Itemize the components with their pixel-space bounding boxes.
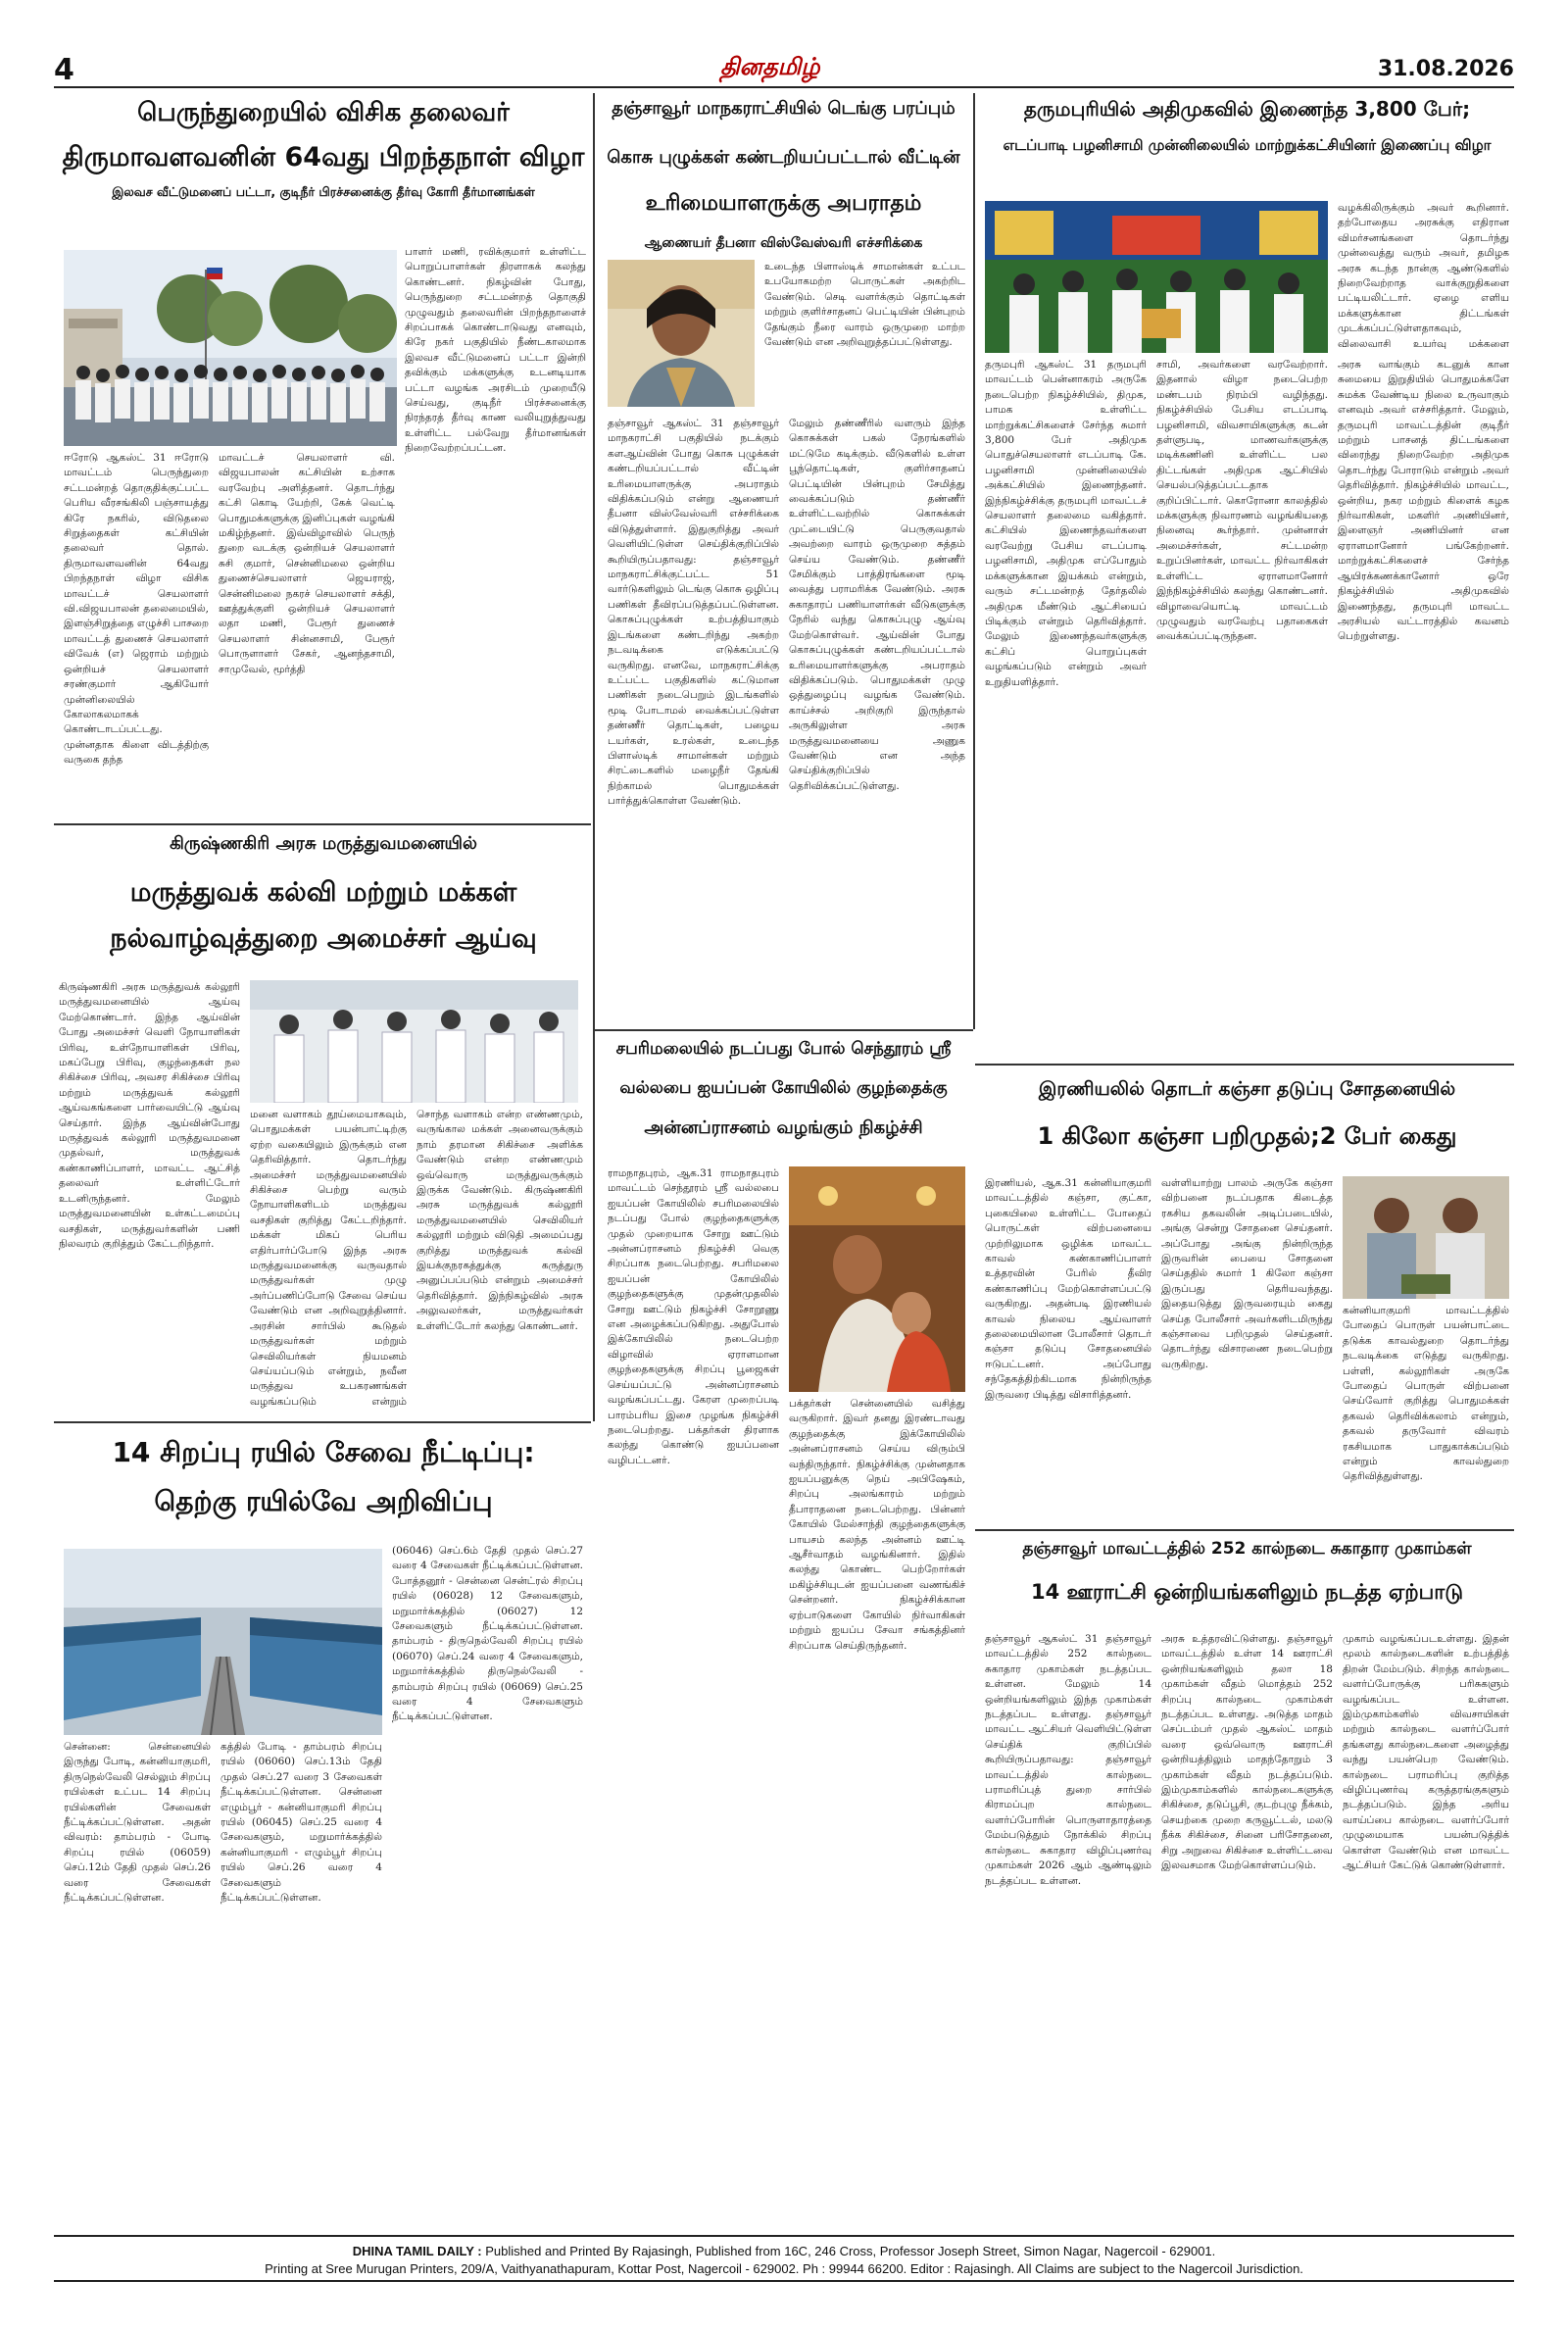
column-divider	[973, 93, 975, 1029]
article-body: சென்னை: சென்னையில் இருந்து போடி, கன்னியாகுமரி, திருநெல்வேலி செல்லும் சிறப்பு ரயில்கள் உட்பட 14 சிறப்பு ரயில்களின் சேவைகள் நீட்டிக்கப்பட்டுள்ளன. அதன் விவரம்: தாம்பரம் - போடி சிறப்பு ரயில் (06059) செப்.12ம் தேதி முதல் செப்.26 வரை சேவைகள் நீட்டிக்கப்பட்டுள்ளன.	[64, 1741, 211, 1905]
article-body: (06046) செப்.6ம் தேதி முதல் செப்.27 வரை 4 சேவைகள் நீட்டிக்கப்பட்டுள்ளன. போத்தனூர் - சென்னை சென்ட்ரல் சிறப்பு ரயில் (06028) 12 சேவைகளும், மறுமார்க்கத்தில் (06027) 12 சேவைகளும் நீட்டிக்கப்பட்டுள்ளன. தாம்பரம் - திருநெல்வேலி சிறப்பு ரயில் (06070) செப்.24 வரை 4 சேவைகளும், மறுமார்க்கத்தில் திருநெல்வேலி - தாம்பரம் சிறப்பு ரயில் (06069) செப்.25 வரை 4 சேவைகளும் நீட்டிக்கப்பட்டுள்ளன.	[392, 1545, 583, 1723]
headline: பெருந்துறையில் விசிக தலைவர்	[137, 98, 510, 127]
article-body: அரசு வாங்கும் கடனுக் கான சுமையை இறுதியில் பொதுமக்களே சுமக்க வேண்டிய நிலை உருவாகும் எனவும் அவர் எச்சரித்தார். மேலும், தருமபுரி மாவட்டத்தின் குடிநீர் மற்றும் பாசனத் திட்டங்களை விரைந்து நிறைவேற்ற அதிமுக தொடர்ந்து போராடும் என்றும் அவர் தெரிவித்தார். நிகழ்ச்சியில் மாவட்ட, ஒன்றிய, நகர மற்றும் கிளைக் கழக நிர்வாகிகள், மகளிர் அணியினர், இளைஞர் அணியினர் என ஏராளமானோர் பங்கேற்றனர். மாற்றுக்கட்சிகளைச் சேர்ந்த ஆயிரக்கணக்கானோர் ஒரே நிகழ்ச்சியில் அதிமுகவில் இணைந்தது, தருமபுரி மாவட்ட அரசியல் வட்டாரத்தில் கவனம் பெற்றுள்ளது.	[1338, 359, 1509, 643]
headline: 1 கிலோ கஞ்சா பறிமுதல்;2 பேர் கைது	[1037, 1122, 1457, 1150]
headline: உரிமையாளருக்கு அபராதம்	[645, 191, 922, 216]
article-body: வள்ளியாற்று பாலம் அருகே கஞ்சா விற்பனை நடப்பதாக கிடைத்த ரகசிய தகவலின் அடிப்படையில், அங்கு சென்று சோதனை செய்தனர். அப்போது அங்கு நின்றிருந்த இருவரின் பையை சோதனை செய்ததில் சுமார் 1 கிலோ கஞ்சா இருப்பது தெரியவந்தது. இதையடுத்து இருவரையும் கைது செய்த போலீசார் அவர்களிடமிருந்து கஞ்சாவை பறிமுதல் செய்தனர். தொடர்ந்து விசாரணை நடைபெற்று வருகிறது.	[1161, 1177, 1333, 1370]
article-body: தஞ்சாவூர் ஆகஸ்ட் 31 தஞ்சாவூர் மாவட்டத்தில் 252 கால்நடை சுகாதார முகாம்கள் நடத்தப்பட உள்ளன. மேலும் 14 ஒன்றியங்களிலும் இந்த முகாம்கள் நடத்தப்பட உள்ளது. தஞ்சாவூர் மாவட்ட ஆட்சியர் வெளியிட்டுள்ள செய்திக் குறிப்பில் கூறியிருப்பதாவது: தஞ்சாவூர் மாவட்டத்தில் கால்நடை பராமரிப்புத் துறை சார்பில் கிராமப்புற கால்நடை வளர்ப்போரின் பொருளாதாரத்தை மேம்படுத்தும் நோக்கில் சிறப்பு கால்நடை சுகாதார விழிப்புணர்வு முகாம்கள் 2026 ஆம் ஆண்டிலும் நடத்தப்பட உள்ளன.	[985, 1633, 1152, 1887]
headline: தஞ்சாவூர் மாநகராட்சியில் டெங்கு பரப்பும்	[612, 98, 956, 119]
article-body: உடைந்த பிளாஸ்டிக் சாமான்கள் உட்பட உபயோகமற்ற பொருட்கள் அகற்றிட வேண்டும். செடி வளர்க்கும் தொட்டிகள் மற்றும் குளிர்சாதனப் பெட்டியின் பின்புறம் தேங்கும் நீரை வாரம் ஒருமுறை மாற்ற வேண்டும் என அறிவுறுத்தப்பட்டுள்ளது.	[764, 261, 965, 349]
article-body: வழக்கிலிருக்கும் அவர் கூறினார். தற்போதைய அரசுக்கு எதிரான விமர்சனங்களை தொடர்ந்து முன்வைத்து வரும் அவர், தமிழக அரசு கடந்த நான்கு ஆண்டுகளில் நிறைவேற்றாத வாக்குறுதிகளை பட்டியலிட்டார். ஏழை எளிய மக்களுக்கான திட்டங்கள் முடக்கப்பட்டுள்ளதாகவும், விலைவாசி உயர்வு மக்களை	[1338, 202, 1509, 350]
issue-date: 31.08.2026	[1377, 57, 1514, 81]
headline: திருமாவளவனின் 64வது பிறந்தநாள் விழா	[62, 142, 585, 173]
page-number: 4	[54, 53, 74, 87]
headline: கொசு புழுக்கள் கண்டறியப்பட்டால் வீட்டின்	[607, 147, 960, 168]
article-body: சொந்த வளாகம் என்ற எண்ணமும், வருங்கால மக்கள் அனைவருக்கும் நாம் தரமான சிகிச்சை அளிக்க வேண்டும் என்ற எண்ணமும் ஒவ்வொரு மருத்துவருக்கும் இருக்க வேண்டும். கிருஷ்ணகிரி அரசு மருத்துவக் கல்லூரி மருத்துவமனையில் செவிலியர் கல்லூரி மற்றும் விடுதி அமைப்பது குறித்து மருத்துவக் கல்வி இயக்குநரகத்துக்கு கருத்துரு அனுப்பப்படும் என்றும் அமைச்சர் தெரிவித்தார். இந்நிகழ்வில் அரசு அலுவலர்கள், மருத்துவர்கள் உள்ளிட்டோர் கலந்து கொண்டனர்.	[416, 1109, 583, 1332]
article-separator	[54, 1421, 591, 1423]
headline: வல்லபை ஐயப்பன் கோயிலில் குழந்தைக்கு	[619, 1078, 948, 1098]
imprint-title: DHINA TAMIL DAILY :	[352, 2244, 482, 2258]
train-photo	[64, 1549, 382, 1735]
newspaper-logo: தினதமிழ்	[720, 53, 820, 80]
subheading: இலவச வீட்டுமனைப் பட்டா, குடிநீர் பிரச்சனைக்கு தீர்வு கோரி தீர்மானங்கள்	[112, 184, 535, 199]
article-body: மனை வளாகம் தூய்மையாகவும், பொதுமக்கள் பயன்பாட்டிற்கு ஏற்ற வகையிலும் இருக்கும் என தெரிவித்தார். தொடர்ந்து அமைச்சர் மருத்துவமனையில் சிகிச்சை பெற்று வரும் நோயாளிகளிடம் மருத்துவ வசதிகள் குறித்து கேட்டறிந்தார். மக்கள் மிகப் பெரிய எதிர்பார்ப்போடு இந்த அரசு மருத்துவமனைக்கு வருவதால் மருத்துவர்கள் முழு அர்ப்பணிப்போடு சேவை செய்ய வேண்டும் என அறிவுறுத்தினார். அரசின் சார்பில் கூடுதல் மருத்துவர்கள் மற்றும் செவிலியர்கள் நியமனம் செய்யப்படும் என்றும், நவீன மருத்துவ உபகரணங்கள் வழங்கப்படும் என்றும்	[250, 1109, 407, 1408]
headline: இரணியலில் தொடர் கஞ்சா தடுப்பு சோதனையில்	[1038, 1078, 1456, 1100]
article-body: தஞ்சாவூர் ஆகஸ்ட் 31 தஞ்சாவூர் மாநகராட்சி பகுதியில் நடக்கும் களஆய்வின் போது கொசு புழுக்கள் கண்டறியப்பட்டால் வீட்டின் உரிமையாளருக்கு அபராதம் விதிக்கப்படும் என்று ஆணையர் தீபனா விஸ்வேஸ்வரி எச்சரிக்கை விடுத்துள்ளார். இதுகுறித்து அவர் வெளியிட்டுள்ள செய்திக்குறிப்பில் கூறியிருப்பதாவது: தஞ்சாவூர் மாநகராட்சிக்குட்பட்ட 51 வார்டுகளிலும் டெங்கு கொசு ஒழிப்பு பணிகள் தீவிரப்படுத்தப்பட்டுள்ளன. கொசுப்புழுக்கள் உற்பத்தியாகும் இடங்களை கண்டறிந்து அகற்ற நடவடிக்கை எடுக்கப்பட்டு வருகிறது. எனவே, மாநகராட்சிக்கு உட்பட்ட பகுதிகளில் கட்டுமான பணிகள் நடைபெறும் இடங்களில் மூடி போடாமல் வைக்கப்பட்டுள்ள தண்ணீர் தொட்டிகள், பழைய டயர்கள், உரல்கள், உடைந்த பிளாஸ்டிக் சாமான்கள் மற்றும் சிரட்டைகளில் மழைநீர் தேங்கி நிற்காமல் பொதுமக்கள் பார்த்துக்கொள்ள வேண்டும்.	[608, 418, 779, 808]
headline: நல்வாழ்வுத்துறை அமைச்சர் ஆய்வு	[110, 923, 537, 954]
minister-inspection-photo	[250, 980, 578, 1103]
article-body: தருமபுரி ஆகஸ்ட் 31 தருமபுரி மாவட்டம் பென்னாகரம் அருகே நடைபெற்ற நிகழ்ச்சியில், திமுக, பாமக உள்ளிட்ட மாற்றுக்கட்சிகளைச் சேர்ந்த சுமார் 3,800 பேர் அதிமுக பொதுச்செயலாளர் எடப்பாடி கே. பழனிசாமி முன்னிலையில் அக்கட்சியில் இணைந்தனர். இந்நிகழ்ச்சிக்கு தருமபுரி மாவட்டச் செயலாளர் தலைமை வகித்தார். கட்சியில் இணைந்தவர்களை வரவேற்று பேசிய எடப்பாடி பழனிசாமி, அதிமுக எப்போதும் மக்களுக்கான இயக்கம் என்றும், வரும் சட்டமன்றத் தேர்தலில் அதிமுக மீண்டும் ஆட்சியைப் பிடிக்கும் என்றும் தெரிவித்தார். மேலும் இணைந்தவர்களுக்கு கட்சிப் பொறுப்புகள் வழங்கப்படும் என்றும் அவர் உறுதியளித்தார்.	[985, 359, 1147, 688]
article-body: இரணியல், ஆக.31 கன்னியாகுமரி மாவட்டத்தில் கஞ்சா, குட்கா, புகையிலை உள்ளிட்ட போதைப் பொருட்கள் விற்பனையை முற்றிலுமாக ஒழிக்க மாவட்ட காவல் கண்காணிப்பாளர் உத்தரவின் பேரில் தீவிர கண்காணிப்பு மேற்கொள்ளப்பட்டு வருகிறது. அதன்படி இரணியல் காவல் நிலைய ஆய்வாளர் தலைமையிலான போலீசார் தொடர் கஞ்சா தடுப்பு சோதனையில் ஈடுபட்டனர். அப்போது சந்தேகத்திற்கிடமாக நின்றிருந்த இருவரை பிடித்து விசாரித்தனர்.	[985, 1177, 1152, 1401]
article-separator	[54, 823, 591, 825]
article-separator	[975, 1064, 1514, 1066]
headline: எடப்பாடி பழனிசாமி முன்னிலையில் மாற்றுக்கட்சியினர் இணைப்பு விழா	[1003, 136, 1492, 154]
article-body: பாளர் மணி, ரவிக்குமார் உள்ளிட்ட பொறுப்பாளர்கள் திரளாகக் கலந்து கொண்டனர். நிகழ்வின் போது, பெருந்துறை சட்டமன்றத் தொகுதி முழுவதும் தலைவரின் பிறந்தநாளைச் சிறப்பாகக் கொண்டாடுவது எனவும், கிரே நகர் பகுதியில் நீண்டகாலமாக இலவச வீட்டுமனைப் பட்டா இன்றி தவிக்கும் மக்களுக்கு உடனடியாக பட்டா வழங்க அரசிடம் முறையீடு செய்வது, குடிநீர் பிரச்சனைக்கு நிரந்தரத் தீர்வு காண வலியுறுத்துவது உள்ளிட்ட பல்வேறு தீர்மானங்கள் நிறைவேற்றப்பட்டன.	[405, 246, 586, 455]
headline: மருத்துவக் கல்வி மற்றும் மக்கள்	[129, 877, 517, 908]
article-body: கத்தில் போடி - தாம்பரம் சிறப்பு ரயில் (06060) செப்.13ம் தேதி முதல் செப்.27 வரை 3 சேவைகள் நீட்டிக்கப்பட்டுள்ளன. சென்னை எழும்பூர் - கன்னியாகுமரி சிறப்பு ரயில் (06045) செப்.25 வரை 4 சேவைகளும், மறுமார்க்கத்தில் கன்னியாகுமரி - எழும்பூர் சிறப்பு ரயில் செப்.26 வரை 4 சேவைகளும் நீட்டிக்கப்பட்டுள்ளன.	[220, 1741, 382, 1905]
imprint-publisher: Published and Printed By Rajasingh, Published from 16C, 246 Cross, Professor Joseph Street, Simon Nagar, Nagercoil - 629001.	[485, 2244, 1216, 2258]
headline: தஞ்சாவூர் மாவட்டத்தில் 252 கால்நடை சுகாதார முகாம்கள்	[1022, 1539, 1472, 1559]
headline: தருமபுரியில் அதிமுகவில் இணைந்த 3,800 பேர்;	[1023, 97, 1471, 121]
headline: 14 சிறப்பு ரயில் சேவை நீட்டிப்பு:	[112, 1436, 535, 1468]
article-body: சாமி, அவர்களை வரவேற்றார். இதனால் விழா நடைபெற்ற மண்டபம் நிரம்பி வழிந்தது. நிகழ்ச்சியில் பேசிய எடப்பாடி பழனிசாமி, விவசாயிகளுக்கு கடன் தள்ளுபடி, மாணவர்களுக்கு மடிக்கணினி உள்ளிட்ட பல திட்டங்கள் அதிமுக ஆட்சியில் செயல்படுத்தப்பட்டதாக குறிப்பிட்டார். கொரோனா காலத்தில் மக்களுக்கு நிவாரணம் வழங்கியதை நினைவு கூர்ந்தார். முன்னாள் அமைச்சர்கள், சட்டமன்ற உறுப்பினர்கள், மாவட்ட நிர்வாகிகள் உள்ளிட்ட ஏராளமானோர் இந்நிகழ்ச்சியில் கலந்து கொண்டனர். விழாவையொட்டி மாவட்டம் முழுவதும் வரவேற்பு பதாகைகள் வைக்கப்பட்டிருந்தன.	[1156, 359, 1328, 643]
article-body: ராமநாதபுரம், ஆக.31 ராமநாதபுரம் மாவட்டம் செந்தூரம் ஸ்ரீ வல்லபை ஐயப்பன் கோயிலில் சபரிமலையில் நடப்பது போல் குழந்தைகளுக்கு முதல் முறையாக சோறு ஊட்டும் அன்னப்ராசனம் நிகழ்ச்சி வெகு சிறப்பாக நடைபெற்றது. சபரிமலை ஐயப்பன் கோயிலில் குழந்தைகளுக்கு முதன்முதலில் சோறு ஊட்டும் நிகழ்ச்சி சோறூணு என அழைக்கப்படுகிறது. அதுபோல் இக்கோயிலில் நடைபெற்ற விழாவில் ஏராளமான குழந்தைகளுக்கு சிறப்பு பூஜைகள் செய்யப்பட்டு அன்னப்ராசனம் வழங்கப்பட்டது. கேரள முறைப்படி பாரம்பரிய இசை முழங்க நிகழ்ச்சி நடைபெற்றது. பக்தர்கள் திரளாக கலந்து கொண்டு ஐயப்பனை வழிபட்டனர்.	[608, 1167, 779, 1466]
article-body: அரசு உத்தரவிட்டுள்ளது. தஞ்சாவூர் மாவட்டத்தில் உள்ள 14 ஊராட்சி ஒன்றியங்களிலும் தலா 18 முகாம்கள் வீதம் மொத்தம் 252 சிறப்பு கால்நடை முகாம்கள் நடத்தப்பட உள்ளது. அடுத்த மாதம் செப்டம்பர் முதல் ஆகஸ்ட் மாதம் வரை ஒவ்வொரு ஊராட்சி ஒன்றியத்திலும் மாதந்தோறும் 3 முகாம்கள் வீதம் நடத்தப்படும். இம்முகாம்களில் கால்நடைகளுக்கு சிகிச்சை, தடுப்பூசி, குடற்புழு நீக்கம், செயற்கை முறை கருவூட்டல், மலடு நீக்க சிகிச்சை, சினை பரிசோதனை, சிறு அறுவை சிகிச்சை உள்ளிட்டவை இலவசமாக மேற்கொள்ளப்படும்.	[1161, 1633, 1333, 1872]
column-divider	[593, 93, 595, 1421]
article-body: மாவட்டச் செயலாளர் வி. விஜயபாலன் கட்சியின் உற்சாக வரவேற்பு அளித்தனர். தொடர்ந்து கட்சி கொடி யேற்றி, கேக் வெட்டி பொதுமக்களுக்கு இனிப்புகள் வழங்கி மகிழ்ந்தனர். இவ்விழாவில் பெருந் துறை வடக்கு ஒன்றியச் செயலாளர் சுசி குமார், சென்னிமலை ஒன்றிய துணைச்செயலாளர் ஜெயராஜ், சென்னிமலை நகரச் செயலாளர் சக்தி, ஊத்துக்குளி ஒன்றியச் செயலாளர் லதா மணி, பேரூர் துணைச் செயலாளர் சின்னசாமி, பேரூர் பொருளாளர் சேகர், ஆனந்தசாமி, சாமுவேல், மூர்த்தி	[219, 452, 395, 675]
subheading: ஆணையர் தீபனா விஸ்வேஸ்வரி எச்சரிக்கை	[644, 235, 923, 251]
imprint-footer	[54, 2235, 1514, 2282]
headline: சபரிமலையில் நடப்பது போல் செந்தூரம் ஸ்ரீ	[615, 1039, 952, 1059]
imprint-line-1	[54, 2243, 1514, 2260]
arrested-persons-photo	[1343, 1176, 1509, 1299]
article-separator	[975, 1529, 1514, 1531]
headline: 14 ஊராட்சி ஒன்றியங்களிலும் நடத்த ஏற்பாடு	[1030, 1580, 1464, 1604]
headline: அன்னப்ராசனம் வழங்கும் நிகழ்ச்சி	[644, 1117, 923, 1138]
article-body: கன்னியாகுமரி மாவட்டத்தில் போதைப் பொருள் பயன்பாட்டை தடுக்க காவல்துறை தொடர்ந்து நடவடிக்கை எடுத்து வருகிறது. பள்ளி, கல்லூரிகள் அருகே போதைப் பொருள் விற்பனை செய்வோர் குறித்து பொதுமக்கள் தகவல் தெரிவிக்கலாம் என்றும், தகவல் தருவோர் விவரம் ரகசியமாக பாதுகாக்கப்படும் என்றும் காவல்துறை தெரிவித்துள்ளது.	[1343, 1305, 1509, 1483]
page-masthead	[54, 49, 1514, 88]
article-body: கிருஷ்ணகிரி அரசு மருத்துவக் கல்லூரி மருத்துவமனையில் ஆய்வு மேற்கொண்டார். இந்த ஆய்வின் போது அமைச்சர் வெளி நோயாளிகள் பிரிவு, உள்நோயாளிகள் பிரிவு, மகப்பேறு பிரிவு, குழந்தைகள் நல சிகிச்சை பிரிவு, அவசர சிகிச்சை பிரிவு மற்றும் மருத்துவக் கல்லூரி ஆய்வகங்களை பார்வையிட்டு ஆய்வு செய்தார். இந்த ஆய்வின்போது மருத்துவக் கல்லூரி மருத்துவமனை முதல்வர், மருத்துவக் கண்காணிப்பாளர், மாவட்ட ஆட்சித் தலைவர் உள்ளிட்டோர் உடனிருந்தனர். மேலும் மருத்துவமனையின் உள்கட்டமைப்பு வசதிகள், மருத்துவர்களின் பணி நிலவரம் குறித்தும் கேட்டறிந்தார்.	[59, 981, 240, 1250]
article-separator	[595, 1029, 973, 1031]
article-body: முகாம் வழங்கப்படஉள்ளது. இதன் மூலம் கால்நடைகளின் உற்பத்தித் திறன் மேம்படும். சிறந்த கால்நடை வளர்ப்போருக்கு பரிசுகளும் வழங்கப்பட உள்ளன. இம்முகாம்களில் விவசாயிகள் மற்றும் கால்நடை வளர்ப்போர் தங்களது கால்நடைகளை அழைத்து வந்து பயன்பெற வேண்டும். கால்நடை பராமரிப்பு குறித்த விழிப்புணர்வு கருத்தரங்குகளும் நடத்தப்படும். இந்த அரிய வாய்ப்பை கால்நடை வளர்ப்போர் முழுமையாக பயன்படுத்திக் கொள்ள வேண்டும் என மாவட்ட ஆட்சியர் கேட்டுக் கொண்டுள்ளார்.	[1343, 1633, 1509, 1872]
article-body: மேலும் தண்ணீரில் வளரும் இந்த கொசுக்கள் பகல் நேரங்களில் மட்டுமே கடிக்கும். வீடுகளில் உள்ள பூந்தொட்டிகள், குளிர்சாதனப் பெட்டியின் பின்புறம் சேமித்து வைக்கப்படும் தண்ணீர் உள்ளிட்டவற்றில் கொசுக்கள் முட்டையிட்டு பெருகுவதால் அவற்றை வாரம் ஒருமுறை சுத்தம் செய்ய வேண்டும். தண்ணீர் சேமிக்கும் பாத்திரங்களை மூடி வைத்து பராமரிக்க வேண்டும். அரசு சுகாதாரப் பணியாளர்கள் வீடுகளுக்கு நேரில் வந்து கொசுப்புழு ஆய்வு மேற்கொள்வர். ஆய்வின் போது கொசுப்புழுக்கள் கண்டறியப்பட்டால் உரிமையாளர்களுக்கு அபராதம் விதிக்கப்படும். பொதுமக்கள் முழு ஒத்துழைப்பு வழங்க வேண்டும். காய்ச்சல் அறிகுறி இருந்தால் அருகிலுள்ள அரசு மருத்துவமனையை அணுக வேண்டும் என அந்த செய்திக்குறிப்பில் தெரிவிக்கப்பட்டுள்ளது.	[789, 418, 965, 792]
party-joining-event-photo	[985, 201, 1328, 353]
kicker: கிருஷ்ணகிரி அரசு மருத்துவமனையில்	[170, 833, 477, 854]
article-body: பக்தர்கள் சென்னையில் வசித்து வருகிறார். இவர் தனது இரண்டாவது குழந்தைக்கு இக்கோயிலில் அன்னப்ராசனம் செய்ய விரும்பி வந்திருந்தார். நிகழ்ச்சிக்கு முன்னதாக ஐயப்பனுக்கு நெய் அபிஷேகம், சிறப்பு அலங்காரம் மற்றும் தீபாராதனை நடைபெற்றது. பின்னர் கோயில் மேல்சாந்தி குழந்தைகளுக்கு பாயசம் கலந்த அன்னம் ஊட்டி ஆசீர்வாதம் வழங்கினார். இதில் கலந்து கொண்ட பெற்றோர்கள் மகிழ்ச்சியுடன் ஐயப்பனை வணங்கிச் சென்றனர். நிகழ்ச்சிக்கான ஏற்பாடுகளை கோயில் நிர்வாகிகள் மற்றும் ஐயப்ப சேவா சங்கத்தினர் சிறப்பாக செய்திருந்தனர்.	[789, 1398, 965, 1652]
birthday-celebration-photo	[64, 250, 397, 446]
article-body: ஈரோடு ஆகஸ்ட் 31 ஈரோடு மாவட்டம் பெருந்துறை சட்டமன்றத் தொகுதிக்குட்பட்ட பெரிய வீரசங்கிலி பஞ்சாயத்து கிரே நகரில், விடுதலை சிறுத்தைகள் கட்சியின் தலைவர் தொல். திருமாவளவனின் 64வது பிறந்தநாள் விழா விசிக மாவட்டச் செயலாளர் வி.விஜயபாலன் தலைமையில், இளஞ்சிறுத்தை எழுச்சி பாசறை மாவட்டத் துணைச் செயலாளர் விவேக் (எ) ஜெராம் மற்றும் ஒன்றியச் செயலாளர் சரண்குமார் ஆகியோர் முன்னிலையில் கோலாகலமாகக் கொண்டாடப்பட்டது. முன்னதாக கிளை விடத்திற்கு வருகை தந்த	[64, 452, 209, 767]
imprint-line-2: Printing at Sree Murugan Printers, 209/A, Vaithyanathapuram, Kottar Post, Nagercoil - 629002. Ph : 99944 66200. Editor : Rajasingh. All Claims are subject to the Nagercoil Jurisdiction.	[265, 2261, 1303, 2276]
commissioner-portrait-photo	[608, 260, 755, 407]
temple-ceremony-photo	[789, 1166, 965, 1392]
headline: தெற்கு ரயில்வே அறிவிப்பு	[154, 1485, 493, 1517]
